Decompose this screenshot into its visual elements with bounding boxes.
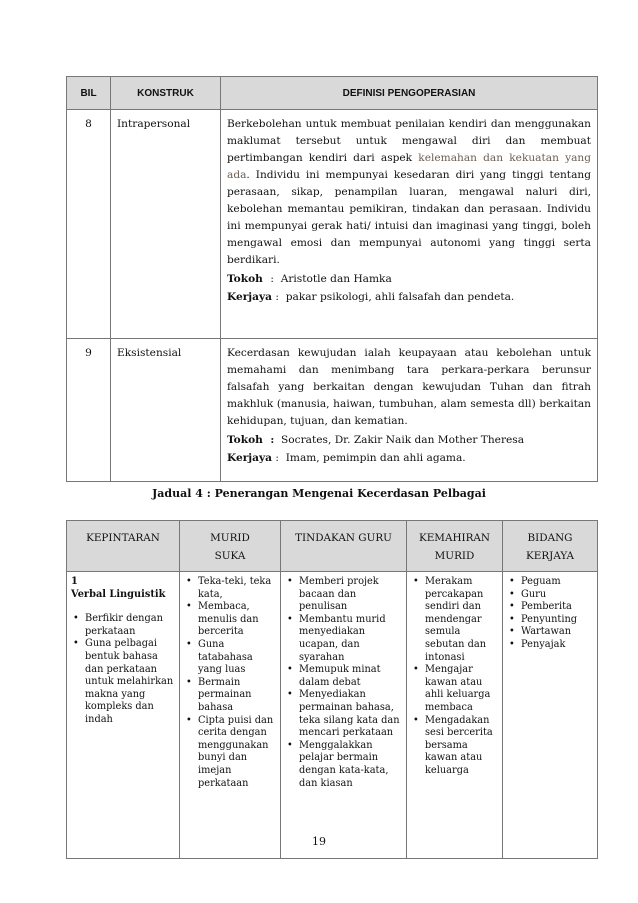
header-kemahiran-murid: KEMAHIRAN MURID bbox=[407, 521, 503, 572]
kerjaya-line: Kerjaya : Imam, pemimpin dan ahli agama. bbox=[227, 452, 466, 464]
header-murid-suka: MURID SUKA bbox=[180, 521, 281, 572]
category-number: 1 bbox=[71, 576, 78, 587]
list-item: • Mengajar kawan atau ahli keluarga membaca bbox=[411, 664, 498, 714]
header-tindakan-guru: TINDAKAN GURU bbox=[281, 521, 407, 572]
header-konstruk: KONSTRUK bbox=[111, 77, 221, 110]
table-header-row bbox=[67, 521, 598, 572]
tokoh-line: Tokoh : Aristotle dan Hamka bbox=[227, 273, 392, 285]
row-konstruk: Eksistensial bbox=[111, 339, 221, 482]
row-bil: 8 bbox=[67, 110, 111, 339]
header-bil: BIL bbox=[67, 77, 111, 110]
header-definisi: DEFINISI PENGOPERASIAN bbox=[221, 77, 598, 110]
list-item: • Bermain permainan bahasa bbox=[184, 677, 276, 715]
list-item: • Guna pelbagai bentuk bahasa dan perkataan untuk melahirkan makna yang kompleks dan indah bbox=[71, 638, 175, 726]
list-item: • Mengadakan sesi bercerita bersama kawan atau keluarga bbox=[411, 715, 498, 778]
list-item: • Berfikir dengan perkataan bbox=[71, 613, 175, 638]
construct-definition-table bbox=[66, 76, 598, 482]
list-item: • Menggalakkan pelajar bermain dengan kata-kata, dan kiasan bbox=[285, 740, 402, 790]
list-item: • Menyediakan permainan bahasa, teka silang kata dan mencari perkataan bbox=[285, 689, 402, 739]
definition-text: Berkebolehan untuk membuat penilaian kendiri dan menggunakan maklumat tersebut untuk mengawal diri dan membuat pertimbangan kendiri dari aspek kelemahan dan kekuatan yang ada. Individu ini mempunyai kesedaran diri yang tinggi tentang perasaan, sikap, penampilan luaran, mengawal naluri diri, kebolehan memantau pemikiran, tindakan dan perasaan. Individu ini mempunyai gerak hati/ intuisi dan imaginasi yang tinggi, boleh mengawal emosi dan mempunyai autonomi yang tinggi serta berdikari. bbox=[227, 118, 591, 266]
list-item: • Peguam bbox=[507, 576, 593, 589]
list-item: • Merakam percakapan sendiri dan mendengar semula sebutan dan intonasi bbox=[411, 576, 498, 664]
cell-kemahiran-murid bbox=[407, 572, 503, 859]
kerjaya-line: Kerjaya : pakar psikologi, ahli falsafah dan pendeta. bbox=[227, 291, 515, 303]
list-item: • Cipta puisi dan cerita dengan menggunakan bunyi dan imejan perkataan bbox=[184, 715, 276, 791]
list-item: • Membaca, menulis dan bercerita bbox=[184, 601, 276, 639]
list-item: • Teka-teki, teka kata, bbox=[184, 576, 276, 601]
page-number: 19 bbox=[312, 835, 326, 848]
list-item: • Memberi projek bacaan dan penulisan bbox=[285, 576, 402, 614]
list-item: • Wartawan bbox=[507, 626, 593, 639]
cell-murid-suka bbox=[180, 572, 281, 859]
table-caption: Jadual 4 : Penerangan Mengenai Kecerdasan Pelbagai bbox=[152, 487, 486, 500]
row-definisi bbox=[221, 339, 598, 482]
table-header-row bbox=[67, 77, 598, 110]
list-item: • Penyajak bbox=[507, 639, 593, 652]
list-item: • Guru bbox=[507, 589, 593, 602]
definition-text: Kecerdasan kewujudan ialah keupayaan atau kebolehan untuk memahami dan menimbang tara perkara-perkara berunsur falsafah yang berkaitan dengan kewujudan Tuhan dan fitrah makhluk (manusia, haiwan, tumbuhan, alam semesta dll) berkaitan kehidupan, tujuan, dan kematian. bbox=[227, 347, 591, 427]
row-konstruk: Intrapersonal bbox=[111, 110, 221, 339]
list-item: • Guna tatabahasa yang luas bbox=[184, 639, 276, 677]
table-row bbox=[67, 339, 598, 482]
list-item: • Memupuk minat dalam debat bbox=[285, 664, 402, 689]
cell-tindakan-guru bbox=[281, 572, 407, 859]
header-bidang-kerjaya: BIDANG KERJAYA bbox=[503, 521, 598, 572]
intelligence-table bbox=[66, 520, 598, 859]
table-row bbox=[67, 572, 598, 859]
cell-kepintaran bbox=[67, 572, 180, 859]
cell-bidang-kerjaya bbox=[503, 572, 598, 859]
highlighted-text: kelemahan dan kekuatan yang ada bbox=[227, 152, 591, 181]
list-item: • Pemberita bbox=[507, 601, 593, 614]
row-bil: 9 bbox=[67, 339, 111, 482]
list-item: • Penyunting bbox=[507, 614, 593, 627]
row-definisi bbox=[221, 110, 598, 339]
header-kepintaran: KEPINTARAN bbox=[67, 521, 180, 572]
table-row bbox=[67, 110, 598, 339]
category-title: Verbal Linguistik bbox=[71, 588, 166, 600]
list-item: • Membantu murid menyediakan ucapan, dan syarahan bbox=[285, 614, 402, 664]
tokoh-line: Tokoh : Socrates, Dr. Zakir Naik dan Mother Theresa bbox=[227, 434, 525, 446]
